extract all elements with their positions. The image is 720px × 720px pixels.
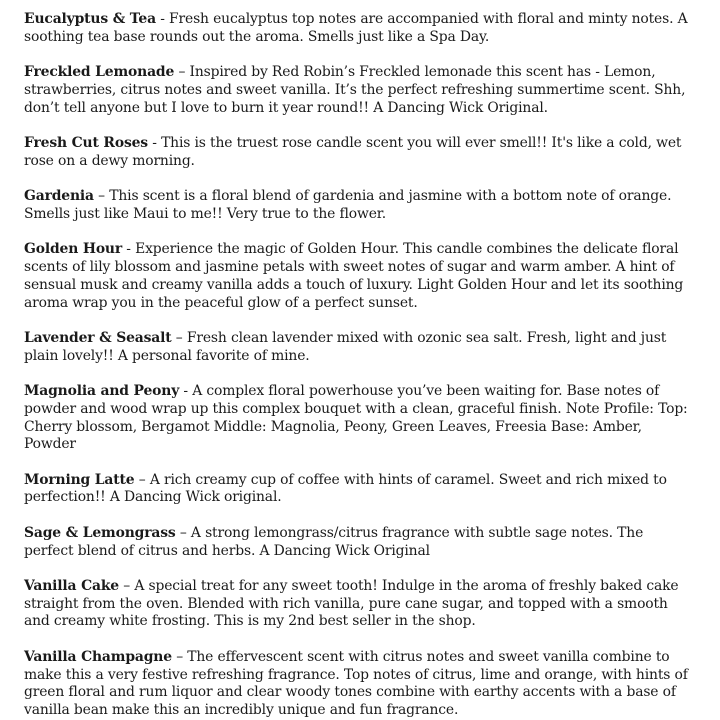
scent-name: Golden Hour [24,241,123,258]
scent-description: A rich creamy cup of coffee with hints of caramel. Sweet and rich mixed to perfection!! A Dancing Wick original. [24,471,667,506]
scent-entry-morning-latte [24,472,696,508]
scent-entry-magnolia-peony [24,383,696,454]
scent-description: The effervescent scent with citrus notes and sweet vanilla combine to make this a very festive refreshing fragrance. Top notes of citrus, lime and orange, with hints of green floral and rum liquor and clear woody tones combine with earthy accents with a base of vanilla bean make this an incredibly unique and fun fragrance. [24,648,688,719]
scent-description: A complex floral powerhouse you’ve been waiting for. Base notes of powder and wood wrap up this complex bouquet with a clean, graceful finish. Note Profile: Top: Cherry blossom, Bergamot Middle: Magnolia, Peony, Green Leaves, Freesia Base: Amber, Powder [24,382,688,453]
scent-entry-vanilla-champagne [24,649,696,720]
scent-entry-sage-lemongrass [24,525,696,561]
scent-separator: - [122,241,136,258]
scent-name: Eucalyptus & Tea [24,11,156,27]
scent-name: Lavender & Seasalt [24,329,172,346]
scent-description: This is the truest rose candle scent you will ever smell!! It's like a cold, wet rose on a dewy morning. [24,134,682,169]
scent-name: Magnolia and Peony [24,382,180,399]
scent-description: A strong lemongrass/citrus fragrance with subtle sage notes. The perfect blend of citrus and herbs. A Dancing Wick Original [24,524,644,559]
scent-name: Vanilla Champagne [24,648,172,665]
scent-separator: – [134,471,150,488]
scent-separator: – [93,188,110,205]
scent-separator: - [155,11,170,27]
scent-entry-vanilla-cake [24,578,696,631]
scent-entry-freckled-lemonade [24,64,696,117]
scent-entry-fresh-cut-roses [24,135,696,171]
scent-name: Sage & Lemongrass [24,524,176,541]
scent-description: Fresh eucalyptus top notes are accompanied with floral and minty notes. A soothing tea base rounds out the aroma. Smells just like a Spa Day. [24,11,688,45]
scent-separator: - [147,134,162,151]
scent-separator: - [179,382,193,399]
scent-separator: – [171,329,187,346]
scent-separator: – [174,64,190,81]
scent-description: This scent is a floral blend of gardenia and jasmine with a bottom note of orange. Smells just like Maui to me!! Very true to the flower. [24,188,672,222]
scent-entry-golden-hour [24,241,696,312]
scent-description: Experience the magic of Golden Hour. This candle combines the delicate floral scents of lily blossom and jasmine petals with sweet notes of sugar and warm amber. A hint of sensual musk and creamy vanilla adds a touch of luxury. Light Golden Hour and let its soothing aroma wrap you in the peaceful glow of a perfect sunset. [24,241,684,311]
scent-name: Freckled Lemonade [24,64,175,81]
scent-name: Morning Latte [24,471,135,488]
scent-description: Fresh clean lavender mixed with ozonic sea salt. Fresh, light and just plain lovely!! A personal favorite of mine. [24,329,667,364]
scent-entry-eucalyptus-tea [24,11,696,47]
scent-separator: – [171,648,188,665]
scent-name: Gardenia [24,188,94,205]
scent-name: Vanilla Cake [24,577,119,594]
scent-separator: – [175,524,191,541]
scent-separator: – [119,577,135,594]
scent-description: Inspired by Red Robin’s Freckled lemonade this scent has - Lemon, strawberries, citrus notes and sweet vanilla. It’s the perfect refreshing summertime scent. Shh, don’t tell anyone but I love to burn it year round!! A Dancing Wick Original. [24,64,686,116]
scent-entry-lavender-seasalt [24,330,696,366]
scent-entry-gardenia [24,188,696,224]
scent-description: A special treat for any sweet tooth! Indulge in the aroma of freshly baked cake straight from the oven. Blended with rich vanilla, pure cane sugar, and topped with a smooth and creamy white frosting. This is my 2nd best seller in the shop. [24,577,679,630]
scent-name: Fresh Cut Roses [24,134,148,151]
